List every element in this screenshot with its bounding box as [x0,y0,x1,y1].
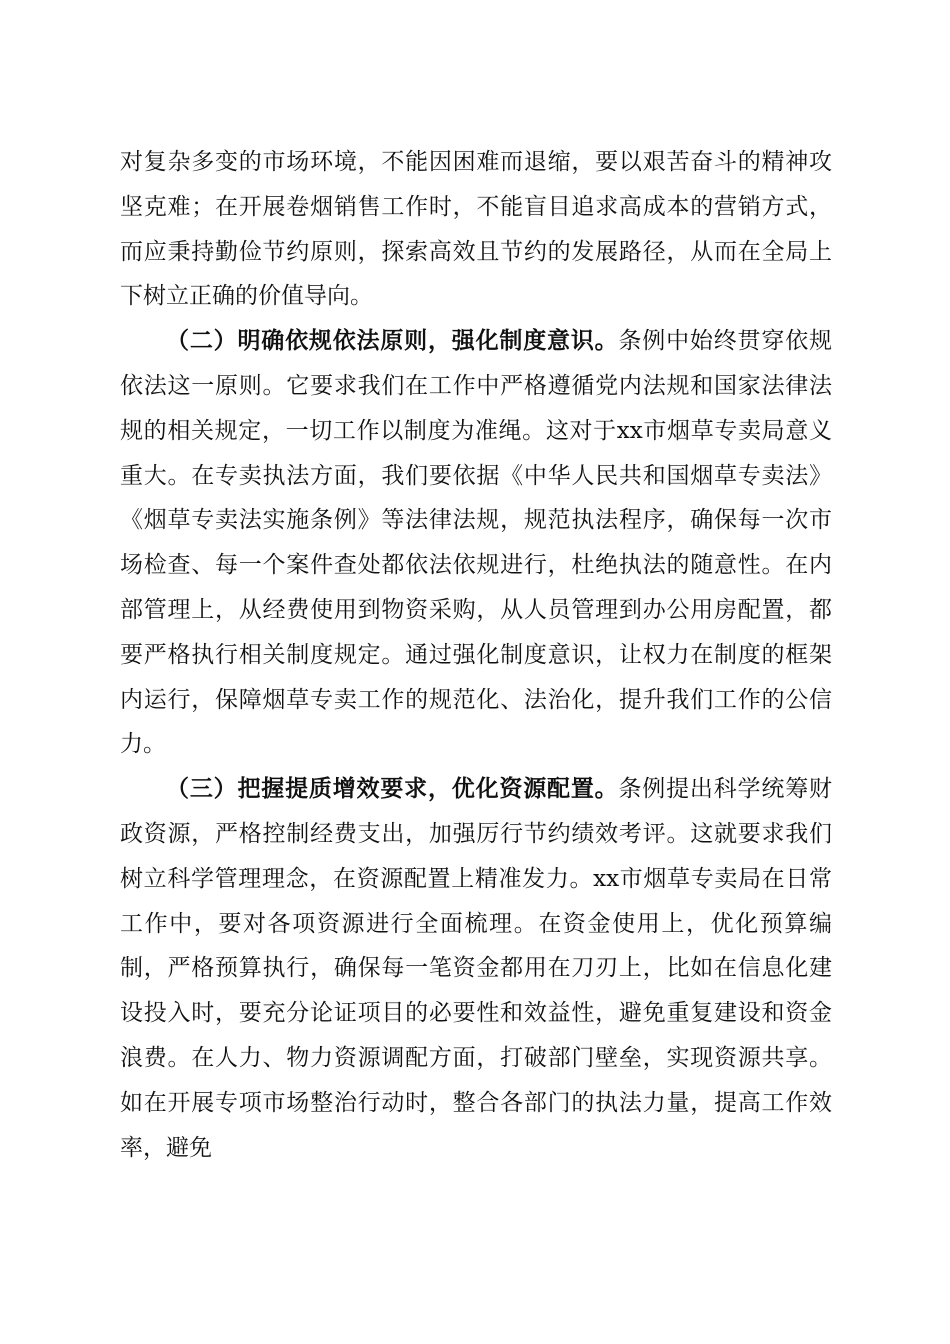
paragraph-body: 条例中始终贯穿依规依法这一原则。它要求我们在工作中严格遵循党内法规和国家法律法规的相关规定，一切工作以制度为准绳。这对于xx市烟草专卖局意义重大。在专卖执法方面，我们要依据《中华人民共和国烟草专卖法》《烟草专卖法实施条例》等法律法规，规范执法程序，确保每一次市场检查、每一个案件查处都依法依规进行，杜绝执法的随意性。在内部管理上，从经费使用到物资采购，从人员管理到办公用房配置，都要严格执行相关制度规定。通过强化制度意识，让权力在制度的框架内运行，保障烟草专卖工作的规范化、法治化，提升我们工作的公信力。 [120,328,833,758]
section-heading: （三）把握提质增效要求，优化资源配置。 [166,775,619,803]
paragraph-continuation [120,140,832,319]
document-body [120,140,832,1170]
section-heading: （二）明确依规依法原则，强化制度意识。 [166,327,619,355]
paragraph-section-3 [120,767,832,1170]
paragraph-body: 条例提出科学统筹财政资源，严格控制经费支出，加强厉行节约绩效考评。这就要求我们树立科学管理理念，在资源配置上精准发力。xx市烟草专卖局在日常工作中，要对各项资源进行全面梳理。在资金使用上，优化预算编制，严格预算执行，确保每一笔资金都用在刀刃上，比如在信息化建设投入时，要充分论证项目的必要性和效益性，避免重复建设和资金浪费。在人力、物力资源调配方面，打破部门壁垒，实现资源共享。如在开展专项市场整治行动时，整合各部门的执法力量，提高工作效率，避免 [120,776,833,1161]
paragraph-section-2 [120,319,832,767]
paragraph-body: 对复杂多变的市场环境，不能因困难而退缩，要以艰苦奋斗的精神攻坚克难；在开展卷烟销售工作时，不能盲目追求高成本的营销方式，而应秉持勤俭节约原则，探索高效且节约的发展路径，从而在全局上下树立正确的价值导向。 [120,149,832,310]
